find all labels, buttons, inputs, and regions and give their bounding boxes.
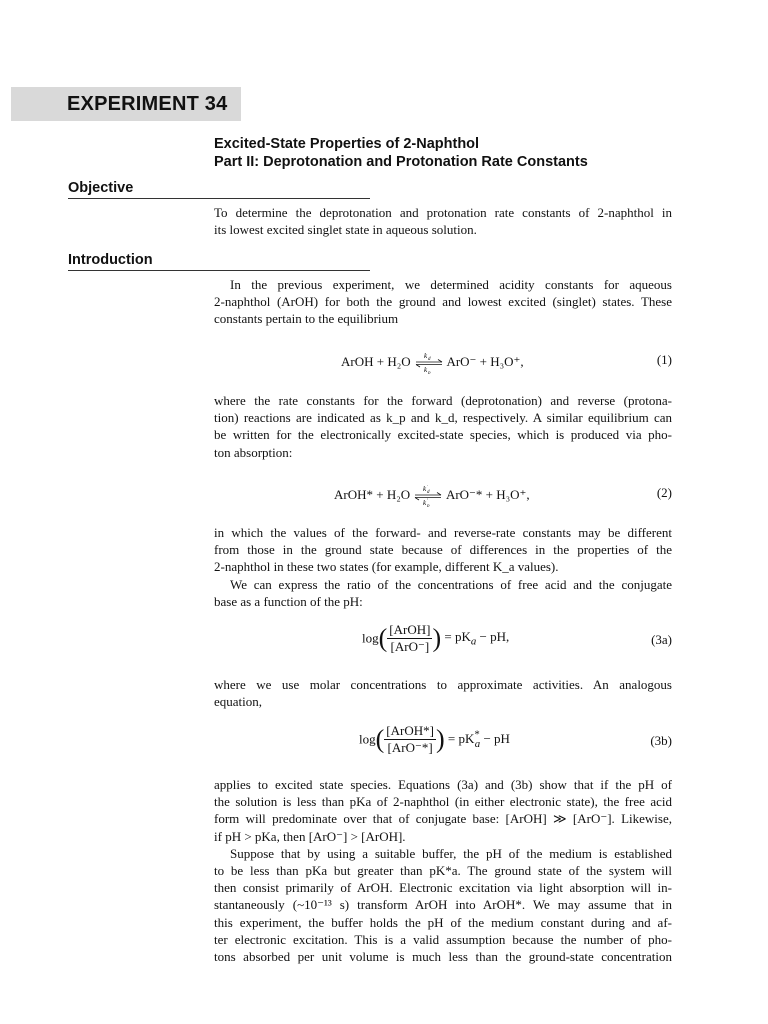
text-line: constants pertain to the equilibrium	[214, 311, 399, 327]
svg-text:k: k	[423, 366, 427, 374]
text-line: 2-naphthol (ArOH) for both the ground and lowest excited (singlet) states. These	[214, 294, 672, 310]
text-line: ter electronic excitation. This is a valid assumption because the number of pho-	[214, 931, 672, 947]
eq3a-numerator: [ArOH]	[389, 622, 431, 637]
eq3b-denominator: [ArO⁻*]	[387, 740, 433, 755]
eq3a-number: (3a)	[651, 632, 672, 647]
eq3a-log: log	[362, 630, 379, 646]
intro-paragraph-2	[214, 392, 672, 461]
introduction-label: Introduction	[68, 252, 153, 268]
eq3b-rhs-sub: a	[474, 737, 481, 750]
experiment-banner	[11, 87, 241, 121]
eq2-left: ArOH* + H₂O	[334, 486, 411, 502]
text-line: tion) reactions are indicated as k_p and k_d, respectively. A similar equilibrium can	[214, 410, 672, 426]
eq1-number: (1)	[656, 352, 672, 367]
equilibrium-arrows-icon	[413, 485, 443, 507]
intro-paragraph-5	[214, 776, 672, 965]
eq3b-log: log	[359, 731, 376, 747]
text-line: to be less than pKa but greater than pK*a. The ground state of the system will	[214, 863, 672, 879]
title-line-1: Excited-State Properties of 2-Naphthol	[214, 136, 480, 152]
equation-1	[214, 342, 672, 382]
text-line: form will predominate over that of conjugate base: [ArOH] ≫ [ArO⁻]. Likewise,	[214, 811, 672, 827]
text-line: its lowest excited singlet state in aqueous solution.	[214, 222, 477, 238]
text-line: stantaneously (~10⁻¹³ s) transform ArOH into ArOH*. We may assume that in	[214, 897, 672, 913]
objective-label: Objective	[68, 180, 134, 196]
eq3b-rhs: = pK	[447, 731, 475, 747]
eq3b-rhs-tail: − pH	[480, 731, 510, 747]
svg-text:k: k	[423, 352, 427, 360]
intro-paragraph-3	[214, 524, 672, 610]
svg-text:d: d	[427, 490, 430, 495]
text-line: then consist primarily of ArOH. Electronic excitation via light absorption will in-	[214, 880, 672, 896]
svg-text:′: ′	[427, 485, 429, 490]
eq2-number: (2)	[656, 485, 672, 500]
equation-2	[214, 475, 672, 515]
objective-paragraph	[214, 204, 672, 238]
svg-text:k: k	[423, 499, 427, 507]
text-line: applies to excited state species. Equations (3a) and (3b) show that if the pH of	[214, 777, 672, 792]
svg-text:′: ′	[427, 499, 429, 504]
eq3b-numerator: [ArOH*]	[386, 723, 434, 738]
svg-text:p: p	[427, 371, 431, 374]
equilibrium-arrows-icon	[414, 352, 444, 374]
intro-paragraph-4	[214, 676, 672, 710]
svg-text:k: k	[423, 485, 427, 493]
text-line: In the previous experiment, we determined acidity constants for aqueous	[230, 277, 672, 292]
svg-text:p: p	[427, 504, 430, 507]
text-line: where the rate constants for the forward (deprotonation) and reverse (protona-	[214, 393, 672, 408]
eq2-right: ArO⁻* + H₃O⁺,	[445, 486, 530, 502]
text-line: in which the values of the forward- and reverse-rate constants may be different	[214, 525, 672, 540]
text-line: be written for the electronically excited-state species, which is produced via pho-	[214, 427, 672, 443]
eq3a-rhs-sub: a	[470, 635, 477, 648]
text-line: from those in the ground state because of differences in the properties of the	[214, 542, 672, 558]
svg-text:d: d	[427, 357, 431, 362]
eq1-right: ArO⁻ + H₃O⁺,	[446, 353, 524, 369]
intro-paragraph-1	[214, 276, 672, 328]
text-line: Suppose that by using a suitable buffer, the pH of the medium is established	[230, 845, 672, 861]
title-line-2: Part II: Deprotonation and Protonation Rate Constants	[214, 154, 588, 170]
objective-heading	[68, 180, 370, 199]
text-line: tons absorbed per unit volume is much less than the ground-state concentration	[214, 949, 672, 965]
text-line: this experiment, the buffer holds the pH of the medium constant during and af-	[214, 914, 672, 930]
equation-3b: log( $\frac{\text{[ArOH*]}}{\text{[ArO⁻*]}}$ ) = $pK^*_a$ − pH (3b)	[359, 723, 672, 755]
text-line: the solution is less than pKa of 2-naphthol (in either electronic state), the free acid	[214, 794, 672, 810]
text-line: ton absorption:	[214, 444, 293, 460]
eq3b-number: (3b)	[650, 733, 672, 748]
experiment-heading: EXPERIMENT 34	[67, 93, 228, 115]
text-line: We can express the ratio of the concentrations of free acid and the conjugate	[230, 576, 672, 592]
text-line: To determine the deprotonation and protonation rate constants of 2-naphthol in	[214, 205, 672, 220]
introduction-heading	[68, 252, 370, 271]
eq3a-rhs: = pK	[444, 629, 471, 645]
text-line: where we use molar concentrations to approximate activities. An analogous	[214, 677, 672, 692]
text-line: 2-naphthol in these two states (for example, different K_a values).	[214, 559, 559, 575]
text-line: equation,	[214, 694, 263, 710]
eq3a-rhs-tail: − pH,	[476, 629, 510, 645]
eq1-left: ArOH + H₂O	[341, 353, 411, 369]
eq3b-rhs-sup: *	[474, 729, 480, 742]
eq3a-denominator: [ArO⁻]	[390, 639, 430, 654]
text-line: if pH > pKa, then [ArO⁻] > [ArOH].	[214, 828, 406, 844]
equation-3a: log( $\frac{\text{[ArOH]}}{\text{[ArO⁻]}}$ ) = $pK_a$ − pH, (3a)	[362, 622, 672, 654]
text-line: base as a function of the pH:	[214, 593, 363, 609]
